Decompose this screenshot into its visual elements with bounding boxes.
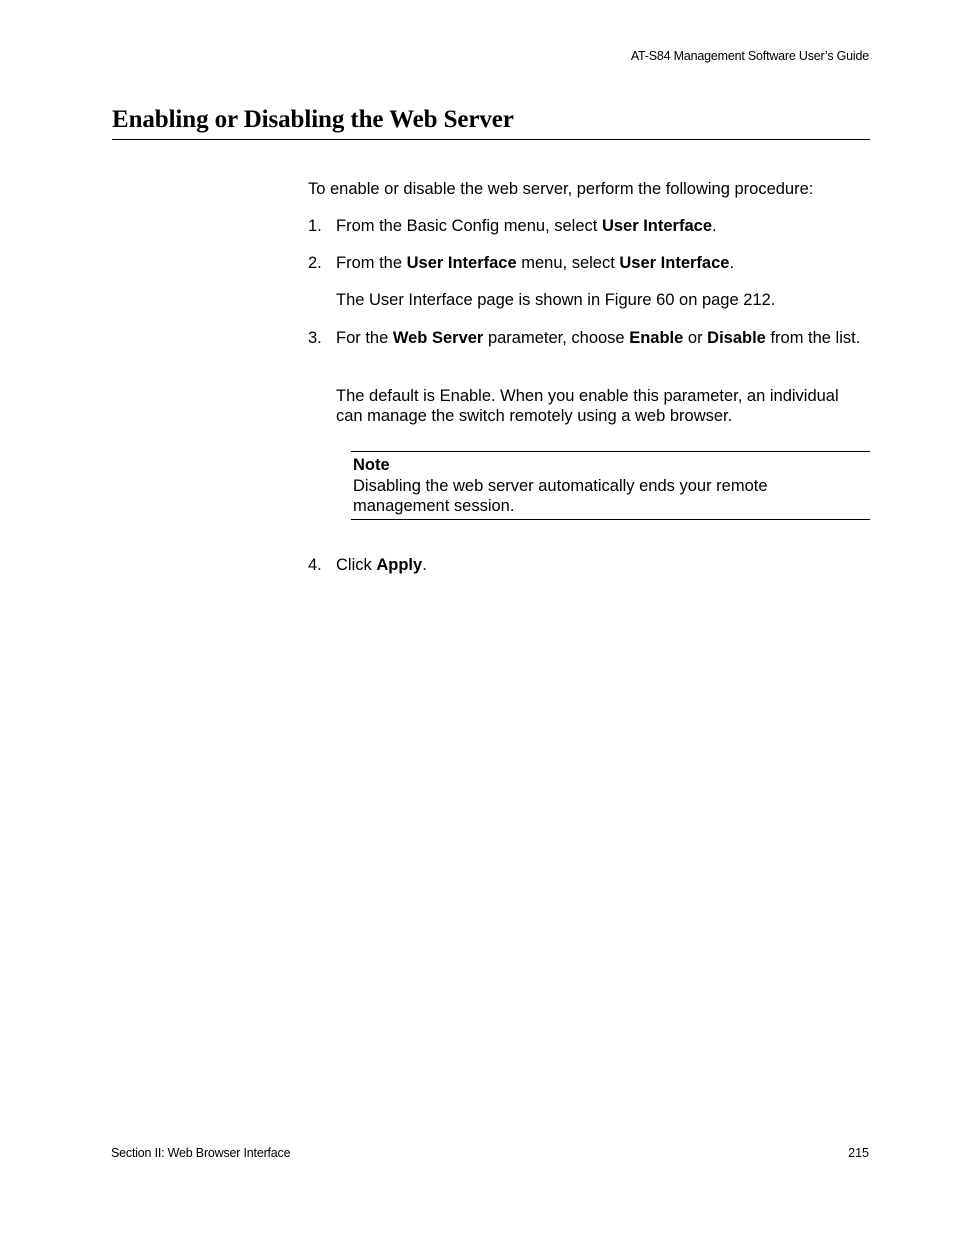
step-2-number: 2. [308, 254, 322, 272]
running-header: AT-S84 Management Software User’s Guide [630, 49, 869, 63]
apply-label: Apply [376, 556, 423, 574]
step-3-number: 3. [308, 329, 322, 347]
step-3-followup: The default is Enable. When you enable this parameter, an individual can manage the switch remotely using a web browser. [336, 387, 839, 425]
note-text: Disabling the web server automatically ends your remote management session. [353, 477, 768, 515]
page-number: 215 [848, 1146, 869, 1160]
section-title: Enabling or Disabling the Web Server [112, 106, 514, 133]
step-1-number: 1. [308, 217, 322, 235]
step-4-number: 4. [308, 556, 322, 574]
step-2-text: From the User Interface menu, select User Interface. [336, 254, 735, 272]
step-2-followup: The User Interface page is shown in Figure 60 on page 212. [336, 291, 776, 309]
title-rule [112, 139, 870, 140]
note-box [351, 451, 870, 520]
note-heading: Note [353, 456, 390, 474]
step-3-text: For the Web Server parameter, choose Enable or Disable from the list. [336, 329, 861, 347]
step-4-text: Click Apply. [336, 556, 427, 574]
footer-section-label: Section II: Web Browser Interface [111, 1146, 291, 1160]
menu-item-user-interface: User Interface [601, 217, 713, 235]
intro-paragraph: To enable or disable the web server, perform the following procedure: [308, 180, 814, 198]
step-1-text: From the Basic Config menu, select User Interface. [336, 217, 717, 235]
